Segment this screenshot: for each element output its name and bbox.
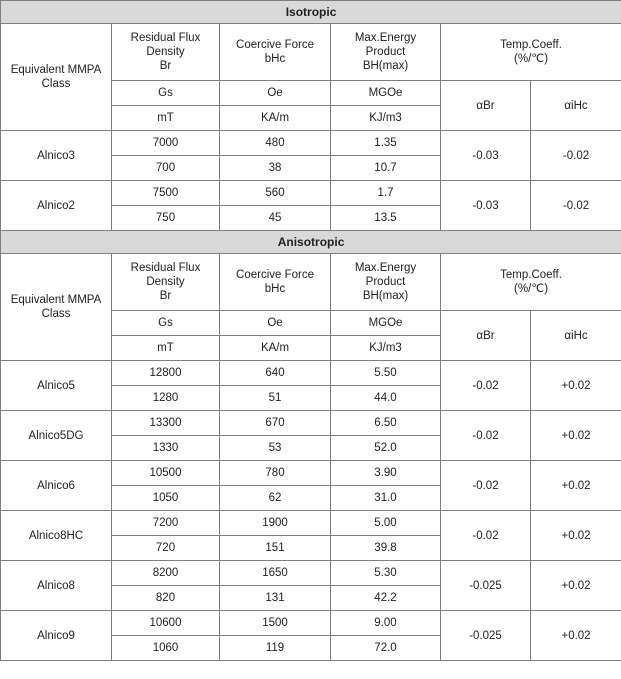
bh-kjm3-value: 72.0 bbox=[331, 636, 441, 661]
section-title: Isotropic bbox=[1, 1, 621, 24]
table-row bbox=[1, 181, 621, 206]
br-mt-value: 1330 bbox=[112, 436, 220, 461]
ahc-header: αiHc bbox=[531, 311, 621, 361]
unit-gs: Gs bbox=[112, 311, 220, 336]
hc-oe-value: 480 bbox=[220, 131, 331, 156]
ahc-value: +0.02 bbox=[531, 561, 621, 611]
temp-coeff-header: Temp.Coeff. (%/℃) bbox=[441, 24, 621, 81]
hc-oe-value: 640 bbox=[220, 361, 331, 386]
ahc-value: +0.02 bbox=[531, 611, 621, 661]
bh-mgoe-value: 5.30 bbox=[331, 561, 441, 586]
temp-coeff-header: Temp.Coeff. (%/℃) bbox=[441, 254, 621, 311]
hc-oe-value: 1900 bbox=[220, 511, 331, 536]
unit-kjm3: KJ/m3 bbox=[331, 336, 441, 361]
abr-value: -0.03 bbox=[441, 131, 531, 181]
unit-kjm3: KJ/m3 bbox=[331, 106, 441, 131]
bh-kjm3-value: 52.0 bbox=[331, 436, 441, 461]
br-gs-value: 13300 bbox=[112, 411, 220, 436]
unit-oe: Oe bbox=[220, 81, 331, 106]
ahc-header: αiHc bbox=[531, 81, 621, 131]
bh-header: Max.Energy Product BH(max) bbox=[331, 254, 441, 311]
br-gs-value: 7200 bbox=[112, 511, 220, 536]
br-gs-value: 10500 bbox=[112, 461, 220, 486]
abr-header: αBr bbox=[441, 311, 531, 361]
abr-value: -0.02 bbox=[441, 361, 531, 411]
unit-oe: Oe bbox=[220, 311, 331, 336]
br-mt-value: 1050 bbox=[112, 486, 220, 511]
unit-gs: Gs bbox=[112, 81, 220, 106]
bh-mgoe-value: 3.90 bbox=[331, 461, 441, 486]
hc-kam-value: 151 bbox=[220, 536, 331, 561]
bh-mgoe-value: 5.50 bbox=[331, 361, 441, 386]
abr-value: -0.03 bbox=[441, 181, 531, 231]
br-mt-value: 1280 bbox=[112, 386, 220, 411]
br-gs-value: 8200 bbox=[112, 561, 220, 586]
unit-mgoe: MGOe bbox=[331, 81, 441, 106]
ahc-value: +0.02 bbox=[531, 511, 621, 561]
hc-kam-value: 62 bbox=[220, 486, 331, 511]
br-header: Residual Flux Density Br bbox=[112, 254, 220, 311]
ahc-value: -0.02 bbox=[531, 181, 621, 231]
table-row bbox=[1, 411, 621, 436]
bh-mgoe-value: 5.00 bbox=[331, 511, 441, 536]
table-row bbox=[1, 461, 621, 486]
table-row bbox=[1, 561, 621, 586]
ahc-value: +0.02 bbox=[531, 411, 621, 461]
column-header-row bbox=[1, 254, 621, 311]
br-gs-value: 12800 bbox=[112, 361, 220, 386]
hc-oe-value: 1650 bbox=[220, 561, 331, 586]
table-row bbox=[1, 611, 621, 636]
unit-kam: KA/m bbox=[220, 106, 331, 131]
alnico-grade-name: Alnico8HC bbox=[1, 511, 112, 561]
hc-oe-value: 1500 bbox=[220, 611, 331, 636]
alnico-grade-name: Alnico8 bbox=[1, 561, 112, 611]
hc-kam-value: 45 bbox=[220, 206, 331, 231]
bh-mgoe-value: 9.00 bbox=[331, 611, 441, 636]
hc-oe-value: 560 bbox=[220, 181, 331, 206]
class-header: Equivalent MMPA Class bbox=[1, 254, 112, 361]
bh-kjm3-value: 44.0 bbox=[331, 386, 441, 411]
ahc-value: +0.02 bbox=[531, 461, 621, 511]
br-header: Residual Flux Density Br bbox=[112, 24, 220, 81]
table-body bbox=[1, 1, 621, 661]
bh-mgoe-value: 6.50 bbox=[331, 411, 441, 436]
br-mt-value: 750 bbox=[112, 206, 220, 231]
section-header-row bbox=[1, 1, 621, 24]
br-gs-value: 7500 bbox=[112, 181, 220, 206]
hc-kam-value: 119 bbox=[220, 636, 331, 661]
unit-mt: mT bbox=[112, 106, 220, 131]
bh-kjm3-value: 10.7 bbox=[331, 156, 441, 181]
bh-mgoe-value: 1.7 bbox=[331, 181, 441, 206]
br-gs-value: 7000 bbox=[112, 131, 220, 156]
br-gs-value: 10600 bbox=[112, 611, 220, 636]
unit-mgoe: MGOe bbox=[331, 311, 441, 336]
abr-header: αBr bbox=[441, 81, 531, 131]
class-header: Equivalent MMPA Class bbox=[1, 24, 112, 131]
section-title: Anisotropic bbox=[1, 231, 621, 254]
br-mt-value: 720 bbox=[112, 536, 220, 561]
alnico-grade-name: Alnico5DG bbox=[1, 411, 112, 461]
bh-kjm3-value: 42.2 bbox=[331, 586, 441, 611]
alnico-grade-name: Alnico5 bbox=[1, 361, 112, 411]
br-mt-value: 700 bbox=[112, 156, 220, 181]
bh-kjm3-value: 31.0 bbox=[331, 486, 441, 511]
table-row bbox=[1, 131, 621, 156]
bh-kjm3-value: 39.8 bbox=[331, 536, 441, 561]
abr-value: -0.025 bbox=[441, 611, 531, 661]
unit-kam: KA/m bbox=[220, 336, 331, 361]
abr-value: -0.02 bbox=[441, 411, 531, 461]
abr-value: -0.025 bbox=[441, 561, 531, 611]
hc-kam-value: 38 bbox=[220, 156, 331, 181]
hc-oe-value: 780 bbox=[220, 461, 331, 486]
br-mt-value: 1060 bbox=[112, 636, 220, 661]
hc-kam-value: 53 bbox=[220, 436, 331, 461]
alnico-grade-name: Alnico3 bbox=[1, 131, 112, 181]
alnico-grade-name: Alnico2 bbox=[1, 181, 112, 231]
hc-header: Coercive Force bHc bbox=[220, 254, 331, 311]
hc-kam-value: 51 bbox=[220, 386, 331, 411]
abr-value: -0.02 bbox=[441, 461, 531, 511]
table-row bbox=[1, 361, 621, 386]
hc-header: Coercive Force bHc bbox=[220, 24, 331, 81]
alnico-grade-name: Alnico9 bbox=[1, 611, 112, 661]
hc-kam-value: 131 bbox=[220, 586, 331, 611]
table-row bbox=[1, 511, 621, 536]
alnico-grade-name: Alnico6 bbox=[1, 461, 112, 511]
section-header-row bbox=[1, 231, 621, 254]
bh-mgoe-value: 1.35 bbox=[331, 131, 441, 156]
ahc-value: +0.02 bbox=[531, 361, 621, 411]
abr-value: -0.02 bbox=[441, 511, 531, 561]
br-mt-value: 820 bbox=[112, 586, 220, 611]
column-header-row bbox=[1, 24, 621, 81]
bh-header: Max.Energy Product BH(max) bbox=[331, 24, 441, 81]
hc-oe-value: 670 bbox=[220, 411, 331, 436]
unit-mt: mT bbox=[112, 336, 220, 361]
bh-kjm3-value: 13.5 bbox=[331, 206, 441, 231]
ahc-value: -0.02 bbox=[531, 131, 621, 181]
